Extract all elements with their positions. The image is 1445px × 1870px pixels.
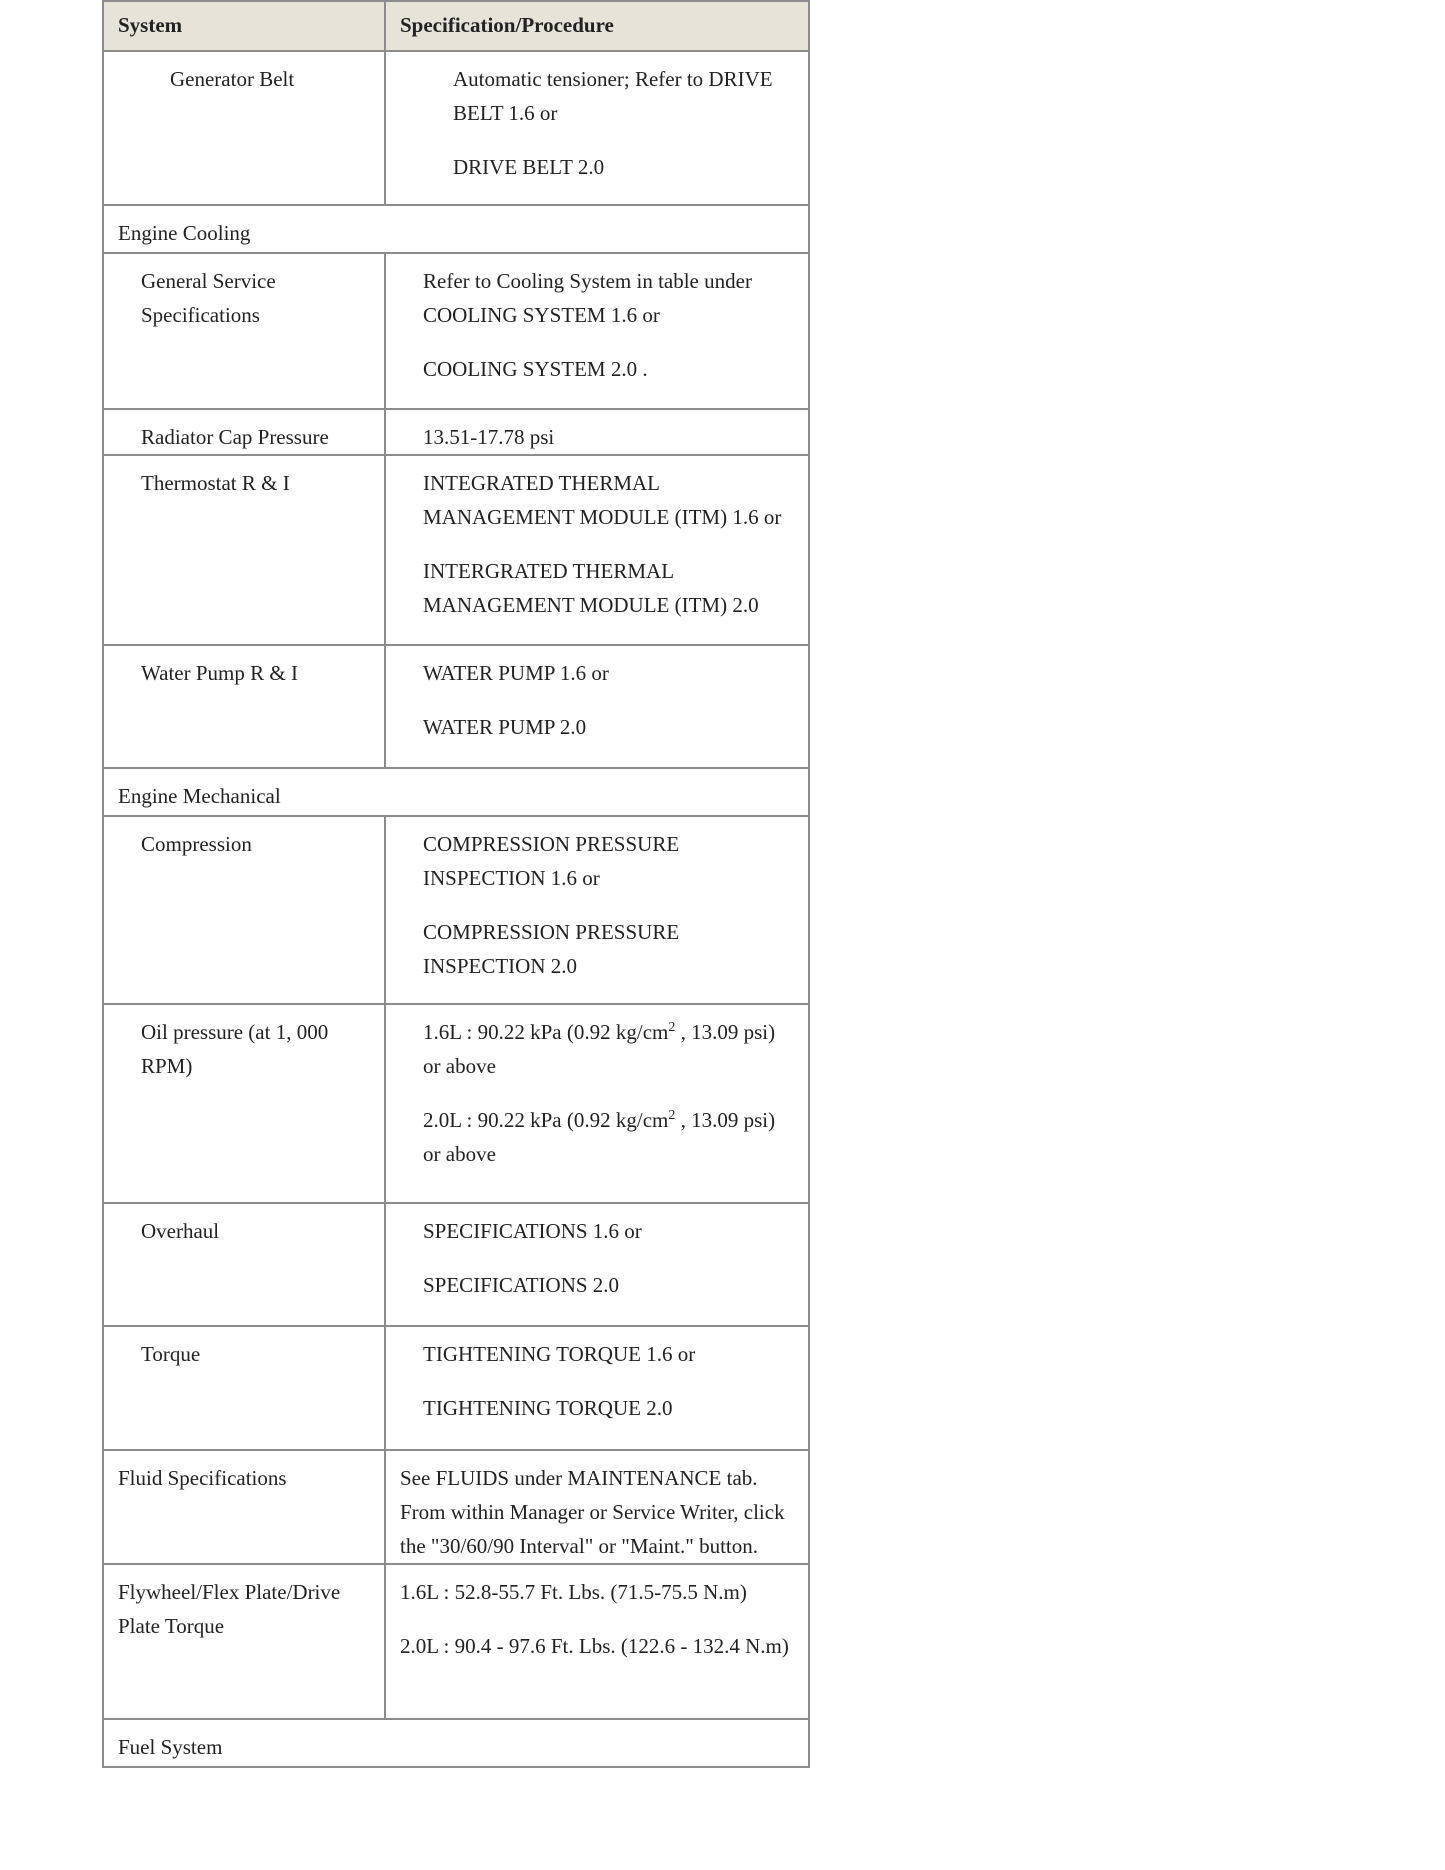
row-value-compression	[385, 816, 809, 1004]
row-name-compression: Compression	[103, 816, 385, 1004]
superscript: 2	[668, 1108, 676, 1123]
table-row	[103, 1450, 809, 1564]
procedure-line: WATER PUMP 1.6 or	[423, 661, 609, 685]
section-row	[103, 1719, 809, 1767]
oil-line-2-text: 2.0L : 90.22 kPa (0.92 kg/cm	[423, 1108, 669, 1132]
oil-line-1-text: 1.6L : 90.22 kPa (0.92 kg/cm	[423, 1020, 669, 1044]
table-row	[103, 816, 809, 1004]
row-value-thermostat	[385, 455, 809, 645]
row-value-fluid-specs	[385, 1450, 809, 1564]
procedure-line: COMPRESSION PRESSURE INSPECTION 1.6 or	[423, 832, 680, 890]
row-value-flywheel	[385, 1564, 809, 1719]
table-row	[103, 455, 809, 645]
row-name-overhaul: Overhaul	[103, 1203, 385, 1326]
oil-line-2-rest: , 13.09 psi) or above	[423, 1108, 776, 1166]
row-name-torque: Torque	[103, 1326, 385, 1450]
procedure-line: WATER PUMP 2.0	[423, 715, 587, 739]
procedure-line	[423, 1103, 794, 1171]
procedure-line: COOLING SYSTEM 2.0 .	[423, 357, 648, 381]
row-name-oil-pressure: Oil pressure (at 1, 000 RPM)	[103, 1004, 385, 1203]
procedure-line: 13.51-17.78 psi	[423, 425, 555, 449]
table-row	[103, 1326, 809, 1450]
row-value-general-service	[385, 253, 809, 409]
procedure-line: SPECIFICATIONS 2.0	[423, 1273, 620, 1297]
procedure-line	[423, 1015, 794, 1083]
header-procedure: Specification/Procedure	[385, 1, 809, 51]
procedure-line: SPECIFICATIONS 1.6 or	[423, 1219, 642, 1243]
procedure-line: DRIVE BELT 2.0	[453, 155, 605, 179]
procedure-line: 2.0L : 90.4 - 97.6 Ft. Lbs. (122.6 - 132.4 N.m)	[400, 1634, 789, 1658]
row-value-overhaul	[385, 1203, 809, 1326]
row-value-generator-belt	[385, 51, 809, 205]
table-row	[103, 645, 809, 768]
header-system: System	[103, 1, 385, 51]
table-row	[103, 409, 809, 455]
procedure-line: Automatic tensioner; Refer to DRIVE BELT 1.6 or	[453, 67, 773, 125]
procedure-line: COMPRESSION PRESSURE INSPECTION 2.0	[423, 920, 680, 978]
procedure-line: 1.6L : 52.8-55.7 Ft. Lbs. (71.5-75.5 N.m)	[400, 1580, 747, 1604]
procedure-line: See FLUIDS under MAINTENANCE tab. From within Manager or Service Writer, click the "30/60/90 Interval" or "Maint." button.	[400, 1466, 785, 1558]
row-value-water-pump	[385, 645, 809, 768]
procedure-line: Refer to Cooling System in table under COOLING SYSTEM 1.6 or	[423, 269, 752, 327]
procedure-line: TIGHTENING TORQUE 2.0	[423, 1396, 673, 1420]
row-name-thermostat: Thermostat R & I	[103, 455, 385, 645]
row-name-radiator-cap: Radiator Cap Pressure	[103, 409, 385, 455]
row-name-flywheel: Flywheel/Flex Plate/Drive Plate Torque	[103, 1564, 385, 1719]
table-row	[103, 253, 809, 409]
table-header-row	[103, 1, 809, 51]
section-engine-mechanical: Engine Mechanical	[103, 768, 809, 816]
section-engine-cooling: Engine Cooling	[103, 205, 809, 253]
specification-table	[102, 0, 810, 1768]
row-name-generator-belt: Generator Belt	[103, 51, 385, 205]
row-value-torque	[385, 1326, 809, 1450]
procedure-line: TIGHTENING TORQUE 1.6 or	[423, 1342, 696, 1366]
row-name-fluid-specs: Fluid Specifications	[103, 1450, 385, 1564]
procedure-line: INTEGRATED THERMAL MANAGEMENT MODULE (ITM) 1.6 or	[423, 471, 782, 529]
table-row	[103, 51, 809, 205]
oil-line-1-rest: , 13.09 psi) or above	[423, 1020, 776, 1078]
superscript: 2	[668, 1020, 676, 1035]
section-fuel-system: Fuel System	[103, 1719, 809, 1767]
row-name-water-pump: Water Pump R & I	[103, 645, 385, 768]
row-name-general-service: General Service Specifications	[103, 253, 385, 409]
table-row	[103, 1004, 809, 1203]
table-row	[103, 1564, 809, 1719]
section-row	[103, 768, 809, 816]
row-value-oil-pressure	[385, 1004, 809, 1203]
procedure-line: INTERGRATED THERMAL MANAGEMENT MODULE (ITM) 2.0	[423, 559, 759, 617]
row-value-radiator-cap	[385, 409, 809, 455]
section-row	[103, 205, 809, 253]
table-row	[103, 1203, 809, 1326]
